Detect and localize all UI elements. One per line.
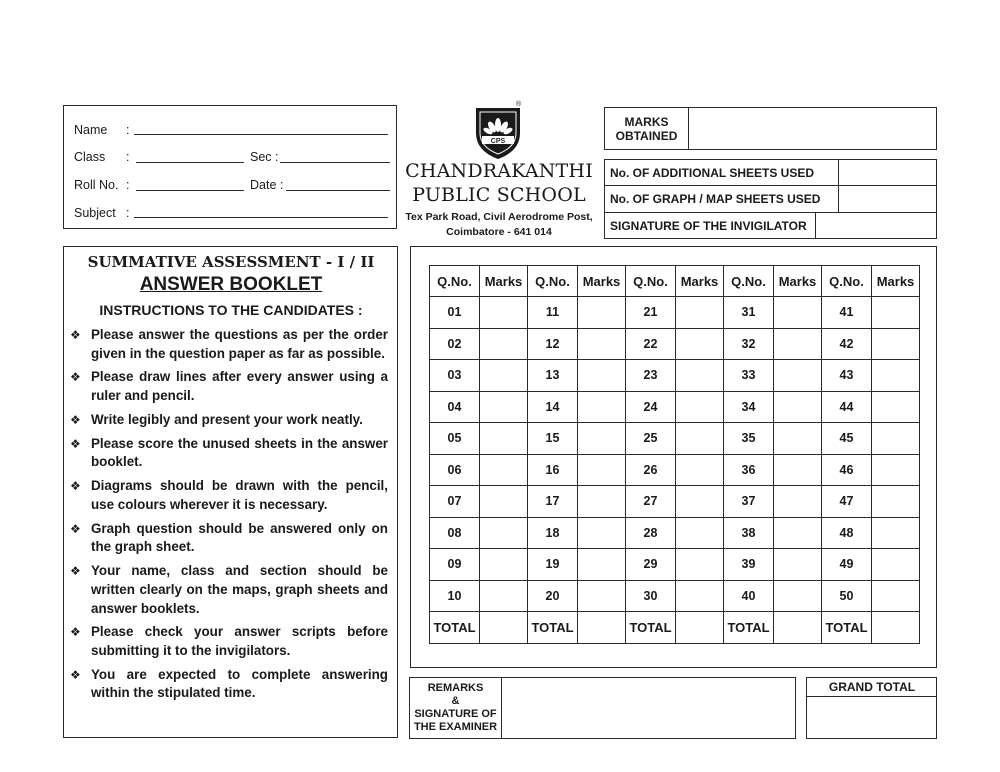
marks-entry-cell[interactable] (872, 549, 920, 581)
question-number-cell: 22 (626, 328, 676, 360)
question-number-cell: 06 (430, 454, 480, 486)
marks-entry-cell[interactable] (578, 328, 626, 360)
total-label-cell: TOTAL (626, 612, 676, 644)
instruction-item: ❖ Please check your answer scripts before submitting it to the invigilators. (70, 624, 388, 658)
marks-entry-cell[interactable] (872, 297, 920, 329)
marks-table-header (430, 266, 920, 297)
instruction-item: ❖ Diagrams should be drawn with the pencil, use colours wherever it is necessary. (70, 478, 388, 512)
question-number-cell: 34 (724, 391, 774, 423)
remarks-label: REMARKS & SIGNATURE OF THE EXAMINER (410, 678, 502, 738)
question-number-cell: 23 (626, 360, 676, 392)
roll-no-label: Roll No. (74, 178, 119, 192)
marks-entry-cell[interactable] (578, 517, 626, 549)
bullet-icon: ❖ (70, 436, 81, 451)
table-row (430, 517, 920, 549)
question-number-cell: 35 (724, 423, 774, 455)
marks-entry-cell[interactable] (676, 454, 724, 486)
question-number-cell: 40 (724, 580, 774, 612)
question-number-cell: 11 (528, 297, 578, 329)
graph-sheets-field[interactable] (840, 187, 935, 211)
table-row (430, 297, 920, 329)
qno-header: Q.No. (430, 266, 480, 297)
bullet-icon: ❖ (70, 412, 81, 427)
marks-entry-cell[interactable] (480, 454, 528, 486)
instruction-item: ❖ Graph question should be answered only on the graph sheet. (70, 520, 388, 555)
marks-entry-cell[interactable] (872, 486, 920, 518)
question-number-cell: 46 (822, 454, 872, 486)
question-number-cell: 44 (822, 391, 872, 423)
question-number-cell: 27 (626, 486, 676, 518)
name-colon: : (126, 123, 130, 137)
question-number-cell: 15 (528, 423, 578, 455)
marks-entry-cell[interactable] (774, 486, 822, 518)
marks-header: Marks (872, 266, 920, 297)
marks-header: Marks (480, 266, 528, 297)
question-number-cell: 16 (528, 454, 578, 486)
school-name-line1: CHANDRAKANTHI (405, 160, 593, 182)
school-name-line2: PUBLIC SCHOOL (412, 184, 586, 206)
marks-entry-cell[interactable] (480, 549, 528, 581)
question-number-cell: 09 (430, 549, 480, 581)
marks-entry-cell[interactable] (578, 486, 626, 518)
question-number-cell: 33 (724, 360, 774, 392)
marks-entry-cell[interactable] (872, 328, 920, 360)
roll-colon: : (126, 178, 130, 192)
instruction-item: ❖ You are expected to complete answering within the stipulated time. (70, 666, 388, 701)
total-entry-cell[interactable] (872, 612, 920, 644)
sec-field[interactable] (280, 162, 390, 163)
bullet-icon: ❖ (70, 521, 81, 536)
total-entry-cell[interactable] (774, 612, 822, 644)
booklet-title: ANSWER BOOKLET (139, 274, 323, 295)
marks-entry-cell[interactable] (676, 391, 724, 423)
marks-entry-cell[interactable] (578, 391, 626, 423)
question-number-cell: 26 (626, 454, 676, 486)
question-number-cell: 17 (528, 486, 578, 518)
marks-entry-cell[interactable] (774, 328, 822, 360)
marks-entry-cell[interactable] (774, 454, 822, 486)
marks-entry-cell[interactable] (480, 391, 528, 423)
invigilator-signature-label: SIGNATURE OF THE INVIGILATOR (610, 219, 807, 233)
marks-entry-cell[interactable] (480, 360, 528, 392)
marks-table-body (430, 297, 920, 644)
question-number-cell: 01 (430, 297, 480, 329)
qno-header: Q.No. (822, 266, 872, 297)
registered-mark: ® (516, 101, 522, 108)
question-number-cell: 07 (430, 486, 480, 518)
total-label-cell: TOTAL (430, 612, 480, 644)
question-number-cell: 14 (528, 391, 578, 423)
question-number-cell: 10 (430, 580, 480, 612)
marks-obtained-label: MARKS OBTAINED (605, 108, 689, 150)
total-label-cell: TOTAL (528, 612, 578, 644)
school-logo (470, 103, 526, 161)
question-number-cell: 42 (822, 328, 872, 360)
question-number-cell: 41 (822, 297, 872, 329)
marks-header: Marks (774, 266, 822, 297)
marks-entry-cell[interactable] (480, 517, 528, 549)
question-number-cell: 32 (724, 328, 774, 360)
table-row (430, 328, 920, 360)
marks-table (429, 265, 920, 644)
total-row (430, 612, 920, 644)
subject-field[interactable] (134, 217, 388, 218)
question-number-cell: 18 (528, 517, 578, 549)
instruction-item: ❖ Your name, class and section should be written clearly on the maps, graph sheets and answer booklets. (70, 563, 388, 616)
roll-no-field[interactable] (136, 190, 244, 191)
question-number-cell: 37 (724, 486, 774, 518)
marks-entry-cell[interactable] (774, 360, 822, 392)
marks-entry-cell[interactable] (774, 580, 822, 612)
table-row (430, 391, 920, 423)
question-number-cell: 08 (430, 517, 480, 549)
marks-entry-cell[interactable] (774, 423, 822, 455)
additional-sheets-label: No. OF ADDITIONAL SHEETS USED (610, 165, 815, 180)
remarks-field[interactable] (503, 679, 794, 737)
marks-entry-cell[interactable] (480, 486, 528, 518)
grand-total-label: GRAND TOTAL (807, 678, 937, 697)
question-number-cell: 49 (822, 549, 872, 581)
marks-entry-cell[interactable] (480, 328, 528, 360)
marks-entry-cell[interactable] (676, 328, 724, 360)
bullet-icon: ❖ (70, 667, 81, 682)
marks-header: Marks (676, 266, 724, 297)
school-address-line2: Coimbatore - 641 014 (446, 226, 552, 238)
question-number-cell: 38 (724, 517, 774, 549)
marks-entry-cell[interactable] (676, 517, 724, 549)
additional-sheets-field[interactable] (840, 160, 935, 184)
marks-entry-cell[interactable] (676, 360, 724, 392)
instruction-item: ❖ Please draw lines after every answer using a ruler and pencil. (70, 369, 388, 404)
question-number-cell: 21 (626, 297, 676, 329)
question-number-cell: 30 (626, 580, 676, 612)
marks-entry-cell[interactable] (872, 360, 920, 392)
total-entry-cell[interactable] (676, 612, 724, 644)
marks-entry-cell[interactable] (578, 454, 626, 486)
class-label: Class (74, 150, 106, 164)
marks-entry-cell[interactable] (774, 549, 822, 581)
table-row (430, 486, 920, 518)
table-row (430, 360, 920, 392)
marks-entry-cell[interactable] (578, 297, 626, 329)
question-number-cell: 20 (528, 580, 578, 612)
bullet-icon: ❖ (70, 479, 81, 494)
subject-label: Subject (74, 206, 116, 220)
qno-header: Q.No. (724, 266, 774, 297)
question-number-cell: 39 (724, 549, 774, 581)
marks-entry-cell[interactable] (578, 423, 626, 455)
bullet-icon: ❖ (70, 564, 81, 579)
bullet-icon: ❖ (70, 370, 81, 385)
question-number-cell: 13 (528, 360, 578, 392)
marks-entry-cell[interactable] (676, 580, 724, 612)
question-number-cell: 19 (528, 549, 578, 581)
date-label: Date : (250, 178, 284, 192)
marks-obtained-field[interactable] (690, 109, 935, 148)
question-number-cell: 24 (626, 391, 676, 423)
marks-entry-cell[interactable] (872, 423, 920, 455)
qno-header: Q.No. (528, 266, 578, 297)
marks-entry-cell[interactable] (676, 423, 724, 455)
marks-entry-cell[interactable] (480, 297, 528, 329)
marks-entry-cell[interactable] (872, 391, 920, 423)
graph-sheets-label: No. OF GRAPH / MAP SHEETS USED (610, 192, 821, 206)
question-number-cell: 45 (822, 423, 872, 455)
question-number-cell: 29 (626, 549, 676, 581)
marks-header: Marks (578, 266, 626, 297)
logo-text: CPS (490, 138, 506, 145)
question-number-cell: 48 (822, 517, 872, 549)
instruction-item: ❖ Write legibly and present your work neatly. (70, 411, 388, 430)
marks-entry-cell[interactable] (872, 454, 920, 486)
bullet-icon: ❖ (70, 625, 81, 640)
class-colon: : (126, 150, 130, 164)
question-number-cell: 47 (822, 486, 872, 518)
question-number-cell: 02 (430, 328, 480, 360)
question-number-cell: 50 (822, 580, 872, 612)
total-label-cell: TOTAL (822, 612, 872, 644)
instruction-item: ❖ Please answer the questions as per the order given in the question paper as far as possible. (70, 327, 388, 361)
student-info-box (63, 105, 397, 229)
question-number-cell: 43 (822, 360, 872, 392)
table-row (430, 423, 920, 455)
school-address-line1: Tex Park Road, Civil Aerodrome Post, (405, 211, 593, 223)
table-row (430, 454, 920, 486)
grand-total-field[interactable] (808, 698, 935, 737)
question-number-cell: 36 (724, 454, 774, 486)
instructions-heading: INSTRUCTIONS TO THE CANDIDATES : (99, 302, 363, 318)
assessment-title: SUMMATIVE ASSESSMENT - I / II (87, 253, 375, 271)
question-number-cell: 28 (626, 517, 676, 549)
instructions-list (70, 326, 388, 708)
date-field[interactable] (286, 190, 390, 191)
total-entry-cell[interactable] (480, 612, 528, 644)
bullet-icon: ❖ (70, 328, 81, 342)
marks-entry-cell[interactable] (578, 360, 626, 392)
qno-header: Q.No. (626, 266, 676, 297)
marks-entry-cell[interactable] (676, 297, 724, 329)
table-row (430, 580, 920, 612)
sec-label: Sec : (250, 150, 279, 164)
question-number-cell: 31 (724, 297, 774, 329)
marks-entry-cell[interactable] (774, 391, 822, 423)
name-field[interactable] (134, 134, 388, 135)
total-label-cell: TOTAL (724, 612, 774, 644)
marks-entry-cell[interactable] (872, 580, 920, 612)
marks-entry-cell[interactable] (578, 549, 626, 581)
question-number-cell: 03 (430, 360, 480, 392)
marks-entry-cell[interactable] (676, 486, 724, 518)
question-number-cell: 12 (528, 328, 578, 360)
question-number-cell: 04 (430, 391, 480, 423)
marks-entry-cell[interactable] (578, 580, 626, 612)
question-number-cell: 05 (430, 423, 480, 455)
question-number-cell: 25 (626, 423, 676, 455)
marks-entry-cell[interactable] (480, 423, 528, 455)
marks-entry-cell[interactable] (872, 517, 920, 549)
marks-entry-cell[interactable] (774, 517, 822, 549)
marks-entry-cell[interactable] (676, 549, 724, 581)
invigilator-signature-field[interactable] (817, 214, 935, 238)
total-entry-cell[interactable] (578, 612, 626, 644)
class-field[interactable] (136, 162, 244, 163)
marks-entry-cell[interactable] (480, 580, 528, 612)
marks-entry-cell[interactable] (774, 297, 822, 329)
school-crest-icon (470, 103, 526, 161)
name-label: Name (74, 123, 108, 137)
table-row (430, 549, 920, 581)
instruction-item: ❖ Please score the unused sheets in the answer booklet. (70, 435, 388, 470)
subject-colon: : (126, 206, 130, 220)
